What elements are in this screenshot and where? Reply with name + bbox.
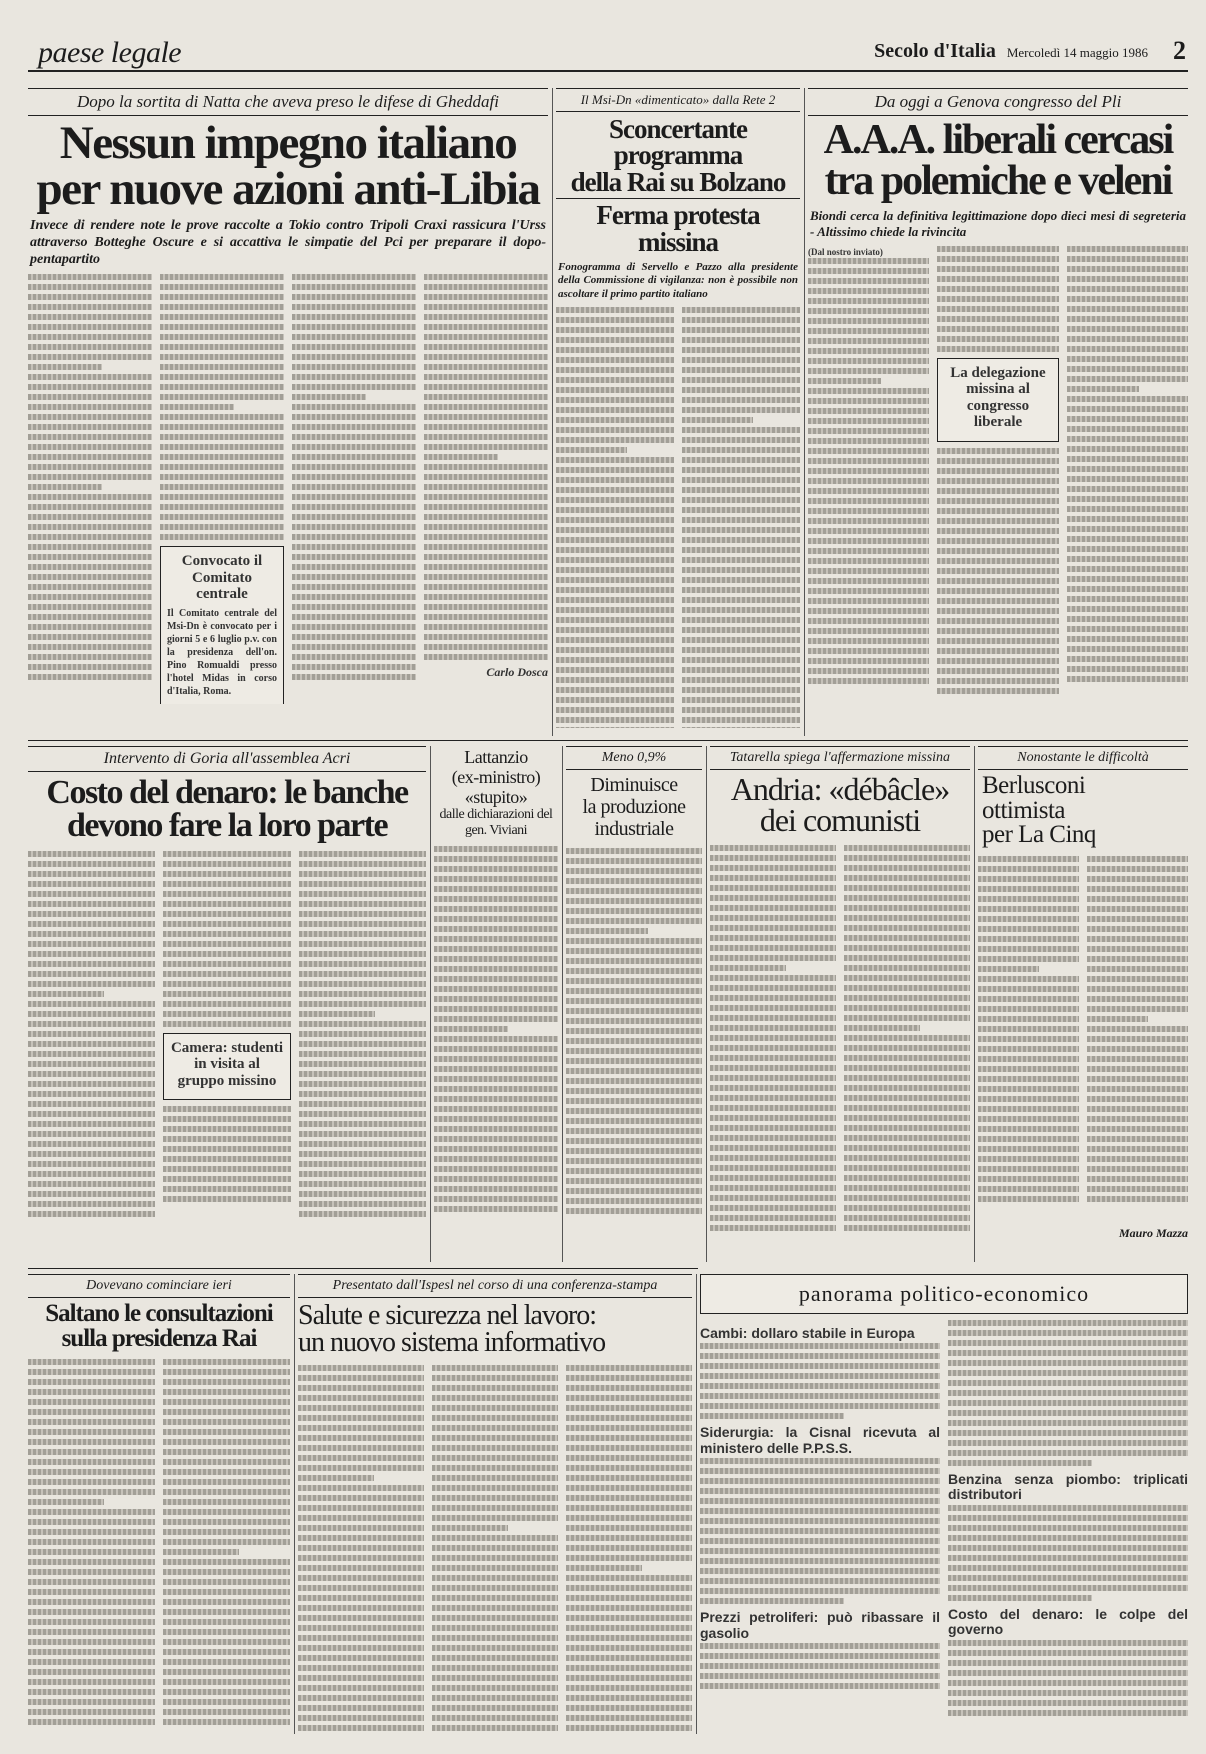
article-body [556, 307, 800, 728]
panorama-item-title: Siderurgia: la Cisnal ricevuta al ministero delle P.P.S.S. [700, 1424, 940, 1456]
panorama-title: panorama politico-economico [700, 1274, 1188, 1314]
panorama-item-title: Prezzi petroliferi: può ribassare il gasolio [700, 1609, 940, 1641]
column-rule [696, 1274, 697, 1734]
headline-line: la produzione [582, 796, 686, 818]
article-headline [298, 1302, 692, 1357]
article-body [710, 845, 970, 1235]
article-summary: Fonogramma di Servello e Pazzo alla presidente della Commissione di vigilanza: non è possibile non ascoltare il primo partito italiano [558, 261, 798, 300]
headline-line: un nuovo sistema informativo [298, 1327, 606, 1359]
headline-line: per La Cinq [982, 821, 1096, 848]
panorama-item [700, 1326, 940, 1419]
headline-line: Diminuisce [590, 774, 678, 796]
box-text: Il Comitato centrale del Msi-Dn è convocato per i giorni 5 e 6 luglio p.v. con la presidenza dell'on. Pino Romualdi presso l'hotel Midas in corso d'Italia, Roma. [167, 607, 277, 697]
panorama-item-title: Cambi: dollaro stabile in Europa [700, 1325, 915, 1341]
section-name: paese legale [38, 36, 182, 69]
article-headline [28, 1302, 290, 1351]
article-body [298, 1365, 692, 1735]
headline-line: Berlusconi [982, 772, 1086, 799]
headline-line: Ferma protesta missina [556, 198, 800, 255]
headline-line: ottimista [982, 796, 1065, 824]
article-headline [28, 117, 548, 216]
article-signature: Carlo Dosca [486, 665, 548, 680]
headline-line: Sconcertante programma [609, 114, 747, 171]
article-headline [556, 116, 800, 255]
paper-date: Mercoledì 14 maggio 1986 [1006, 45, 1148, 60]
headline-line: sulla presidenza Rai [61, 1324, 257, 1352]
article-kicker: Dopo la sortita di Natta che aveva preso le difese di Gheddafi [28, 88, 548, 116]
panorama-section [700, 1274, 1188, 1738]
newspaper-page [28, 18, 1188, 1738]
article-headline [710, 771, 970, 839]
article-liberali [808, 88, 1188, 728]
headline-line: Lattanzio [464, 747, 528, 767]
article-lattanzio [434, 746, 558, 1256]
article-headline [978, 774, 1188, 848]
news-box [160, 546, 284, 704]
article-kicker: Tatarella spiega l'affermazione missina [710, 746, 970, 770]
article-kicker: Meno 0,9% [566, 746, 702, 770]
article-costo-denaro [28, 746, 426, 1256]
dateline: (Dal nostro inviato) [808, 246, 883, 257]
headline-line: dei comunisti [759, 802, 921, 839]
box-title: La delegazione missina al congresso liberale [950, 364, 1046, 430]
article-libia [28, 88, 548, 728]
column-rule [804, 88, 805, 736]
panorama-item [948, 1472, 1188, 1601]
headline-line: (ex-ministro) [451, 766, 541, 787]
article-body [28, 1359, 290, 1729]
article-body [28, 851, 426, 1231]
headline-line: industriale [594, 818, 674, 840]
column-rule [294, 1274, 295, 1734]
panorama-item-title: Costo del denaro: le colpe del governo [948, 1605, 1188, 1638]
news-box [937, 358, 1058, 442]
news-box [163, 1033, 290, 1101]
article-headline [808, 117, 1188, 205]
article-produzione [566, 746, 702, 1256]
article-kicker: Presentato dall'Ispesl nel corso di una conferenza-stampa [298, 1274, 692, 1298]
page-number: 2 [1173, 36, 1186, 65]
panorama-body [700, 1320, 1188, 1730]
article-berlusconi [978, 746, 1188, 1266]
section-divider [28, 1268, 698, 1269]
headline-line: Nessun impegno italiano [59, 117, 517, 169]
headline-line: Andria: «débâcle» [730, 771, 950, 807]
article-headline [434, 748, 558, 838]
headline-line: per nuove azioni anti-Libia [36, 163, 540, 216]
section-divider [28, 740, 1188, 741]
headline-line: dalle dichiarazioni del gen. Viviani [439, 807, 553, 838]
masthead [28, 18, 1188, 72]
panorama-item [700, 1425, 940, 1604]
paper-title: Secolo d'Italia [874, 40, 996, 62]
panorama-item-title: Benzina senza piombo: triplicati distributori [948, 1471, 1188, 1503]
article-body [566, 848, 702, 1218]
article-kicker: Da oggi a Genova congresso del Pli [808, 88, 1188, 116]
box-title: Camera: studenti in visita al gruppo missino [170, 1039, 284, 1089]
article-kicker: Nonostante le difficoltà [978, 746, 1188, 770]
article-consultazioni-rai [28, 1274, 290, 1738]
column-rule [706, 746, 707, 1262]
headline-line: devono fare la loro parte [66, 807, 388, 845]
article-kicker: Dovevano cominciare ieri [28, 1274, 290, 1298]
headline-line: Salute e sicurezza nel lavoro: [298, 1300, 597, 1331]
article-rai-bolzano [556, 88, 800, 728]
article-headline [566, 774, 702, 840]
headline-line: Costo del denaro: le banche [46, 774, 408, 811]
panorama-item [948, 1607, 1188, 1716]
box-title: Convocato il Comitato centrale [181, 553, 263, 603]
headline-line: «stupito» [464, 786, 528, 807]
article-salute-sicurezza [298, 1274, 692, 1738]
article-kicker: Il Msi-Dn «dimenticato» dalla Rete 2 [556, 88, 800, 112]
article-summary: Biondi cerca la definitiva legittimazione dopo dieci mesi di segreteria - Altissimo chiede la rivincita [810, 208, 1186, 239]
column-rule [430, 746, 431, 1262]
article-andria [710, 746, 970, 1256]
panorama-item [700, 1610, 940, 1689]
column-rule [562, 746, 563, 1262]
headline-line: tra polemiche e veleni [824, 158, 1172, 205]
paper-name [874, 40, 1148, 63]
article-body [808, 246, 1188, 696]
article-body [978, 856, 1188, 1226]
headline-line: Saltano le consultazioni [45, 1300, 273, 1327]
article-body [28, 274, 548, 704]
headline-line: della Rai su Bolzano [570, 166, 786, 197]
article-body [434, 846, 558, 1216]
column-rule [974, 746, 975, 1262]
article-headline [28, 776, 426, 843]
headline-line: A.A.A. liberali cercasi [823, 117, 1173, 163]
column-rule [552, 88, 553, 736]
article-signature: Mauro Mazza [1118, 1225, 1188, 1240]
article-summary: Invece di rendere note le prove raccolte a Tokio contro Tripoli Craxi rassicura l'Urss attraverso Botteghe Oscure e si accattiva le simpatie del Pci per preparare il dopo-pentapartito [30, 218, 546, 267]
article-kicker: Intervento di Goria all'assemblea Acri [28, 746, 426, 772]
